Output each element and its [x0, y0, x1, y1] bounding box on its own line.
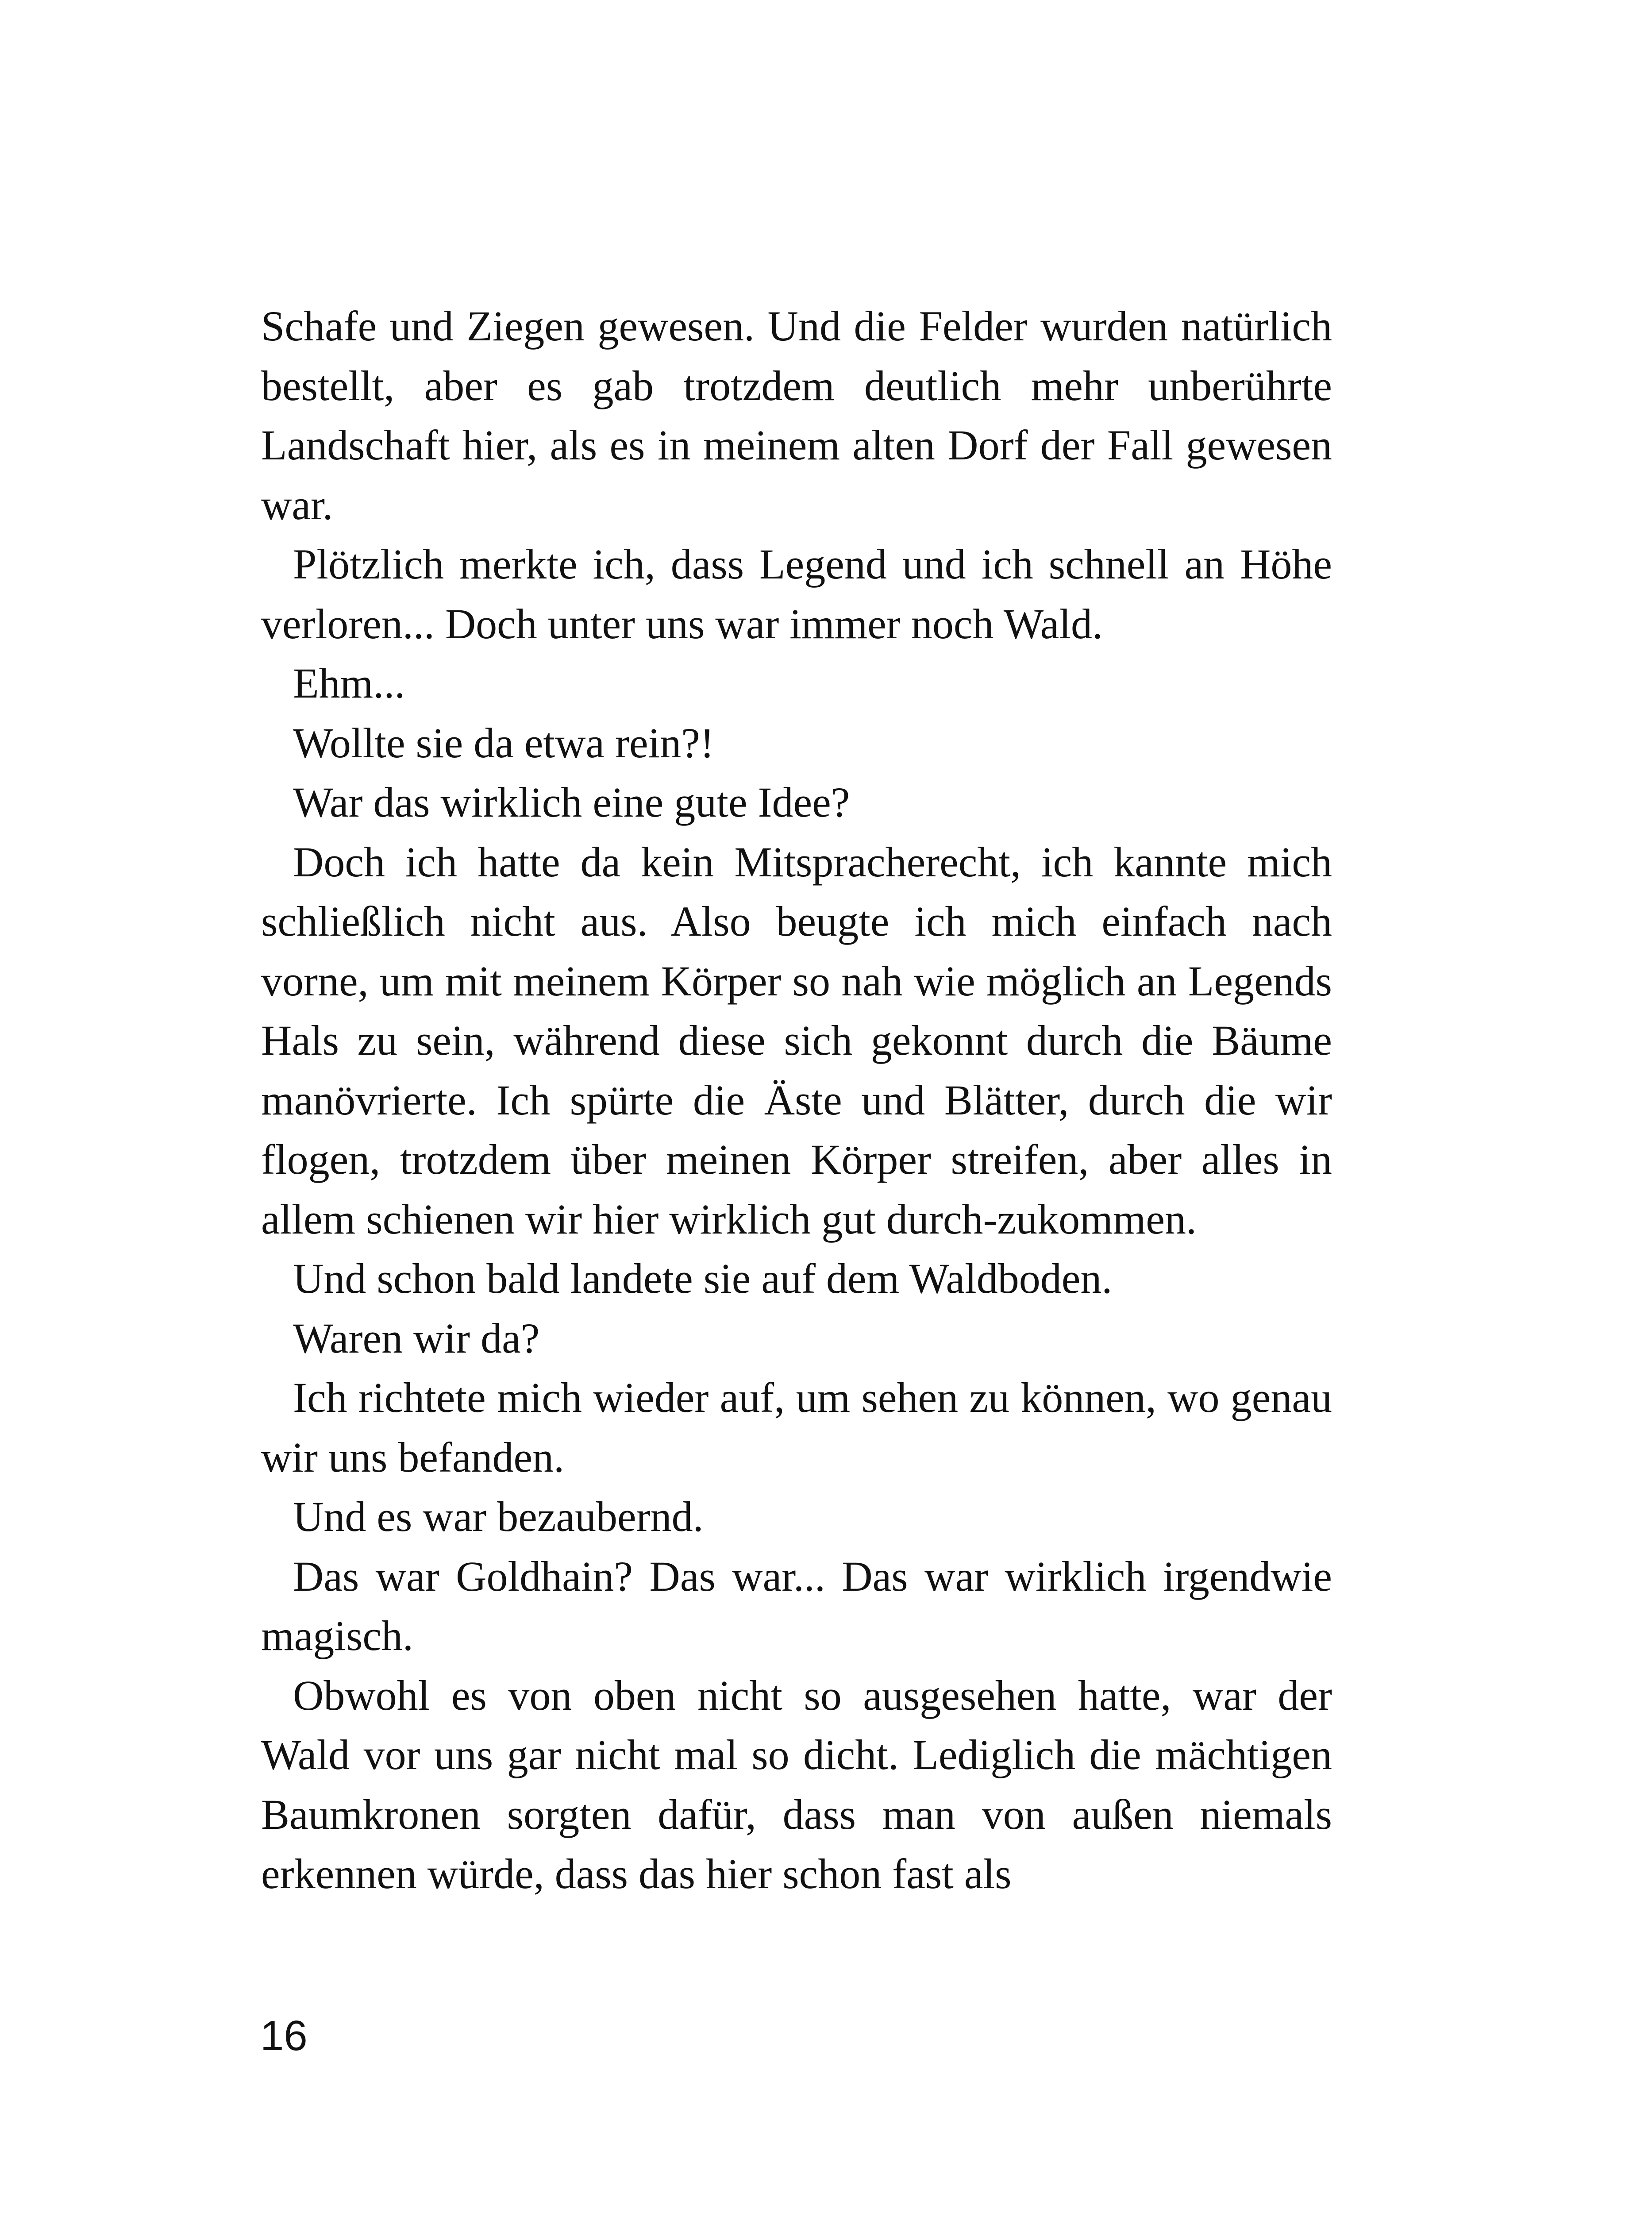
paragraph-8: Waren wir da? — [293, 1314, 540, 1362]
paragraph-2: Plötzlich merkte ich, dass Legend und ich schnell an Höhe verloren... Doch unter uns war immer noch Wald. — [261, 540, 1332, 648]
paragraph-3: Ehm... — [293, 659, 405, 707]
paragraph-9: Ich richtete mich wieder auf, um sehen zu können, wo genau wir uns befanden. — [261, 1374, 1332, 1481]
paragraph-7: Und schon bald landete sie auf dem Waldboden. — [293, 1255, 1113, 1302]
paragraph-12: Obwohl es von oben nicht so ausgesehen hatte, war der Wald vor uns gar nicht mal so dicht. Lediglich die mächtigen Baumkronen sorgten dafür, dass man von außen niemals erkennen würde, dass das hier schon fast als — [261, 1671, 1332, 1897]
paragraph-11: Das war Goldhain? Das war... Das war wirklich irgendwie magisch. — [261, 1552, 1332, 1659]
paragraph-4: Wollte sie da etwa rein?! — [293, 719, 714, 767]
paragraph-5: War das wirklich eine gute Idee? — [293, 779, 850, 826]
page-number: 16 — [260, 2012, 308, 2059]
paragraph-6: Doch ich hatte da kein Mitspracherecht, ich kannte mich schließlich nicht aus. Also beugte ich mich einfach nach vorne, um mit meinem Körper so nah wie möglich an Legends Hals zu sein, während diese sich gekonnt durch die Bäume manövrierte. Ich spürte die Äste und Blätter, durch die wir flogen, trotzdem über meinen Körper streifen, aber alles in allem schienen wir hier wirklich gut durch-zukommen. — [261, 838, 1332, 1243]
body-text — [261, 297, 1332, 1904]
paragraph-1: Schafe und Ziegen gewesen. Und die Felder wurden natürlich bestellt, aber es gab trotzdem deutlich mehr unberührte Landschaft hier, als es in meinem alten Dorf der Fall gewesen war. — [261, 302, 1332, 528]
paragraph-10: Und es war bezaubernd. — [293, 1493, 704, 1540]
